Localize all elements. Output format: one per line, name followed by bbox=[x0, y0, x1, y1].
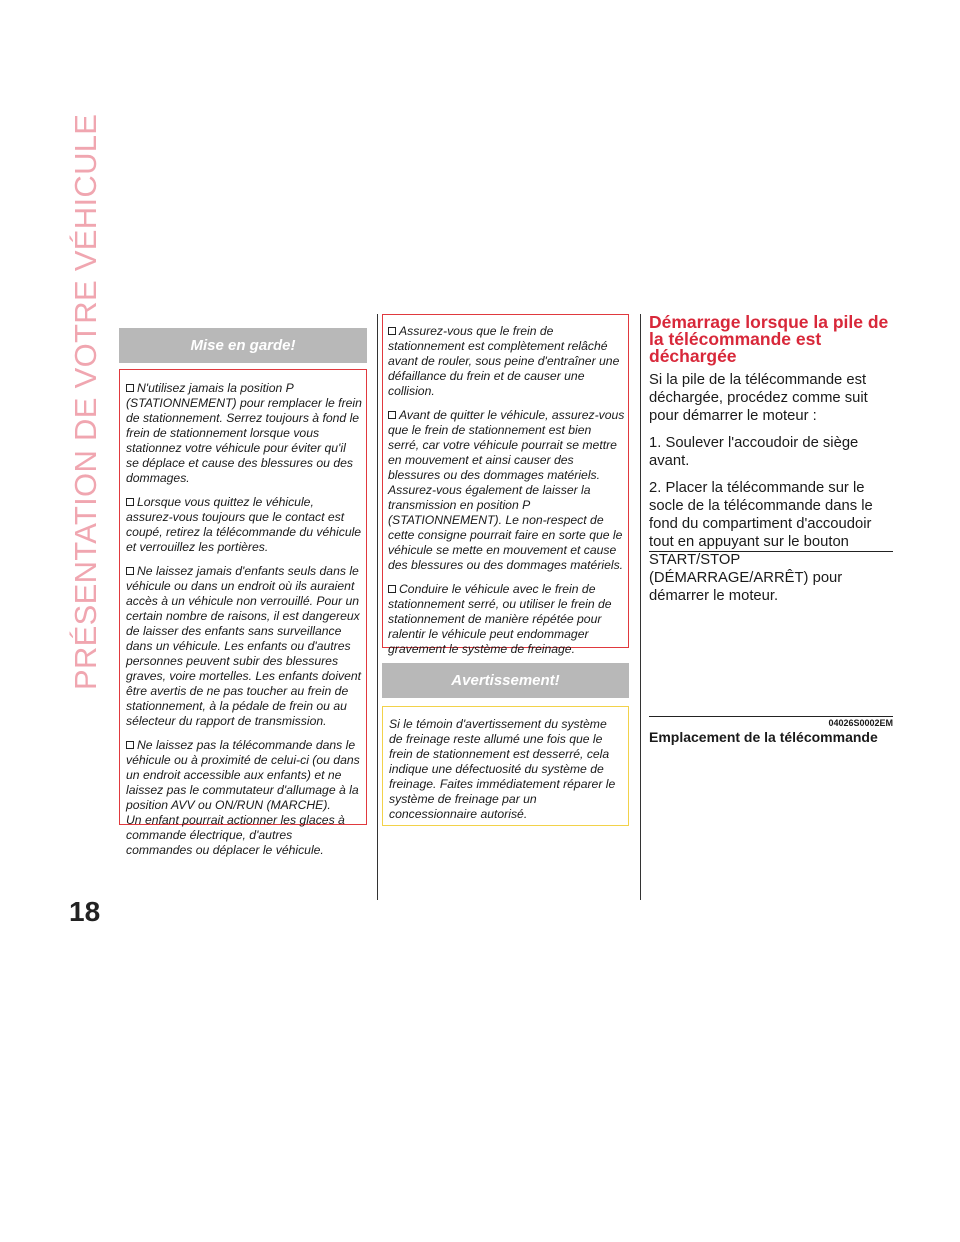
warning-item: Ne laissez pas la télécommande dans le véhicule ou à proximité de celui-ci (ou dans un endroit accessible aux enfants) et ne laissez pas le commutateur d'allumage à la position AVV ou ON/RUN (MARCHE). Un enfant pourrait actionner les glaces à commande électrique, d'autres commandes ou déplacer le véhicule. bbox=[126, 738, 360, 857]
section-body bbox=[649, 371, 897, 614]
checkbox-bullet-icon bbox=[126, 741, 134, 749]
warning-item: Assurez-vous que le frein de stationnement est complètement relâché avant de rouler, sous peine d'entraîner une défaillance du frein et de causer une collision. bbox=[388, 324, 620, 398]
warning-item: Lorsque vous quittez le véhicule, assurez-vous toujours que le contact est coupé, retirez la télécommande du véhicule et verrouillez les portières. bbox=[126, 495, 362, 554]
section-title: Démarrage lorsque la pile de la télécommande est déchargée bbox=[649, 312, 889, 366]
notice-header: Avertissement! bbox=[382, 663, 629, 698]
step-2: 2. Placer la télécommande sur le socle de la télécommande dans le fond du compartiment d'accoudoir tout en appuyant sur le bouton START/STOP (DÉMARRAGE/ARRÊT) pour démarrer le moteur. bbox=[649, 480, 873, 604]
notice-box bbox=[382, 706, 629, 826]
intro-paragraph: Si la pile de la télécommande est déchargée, procédez comme suit pour démarrer le moteur : bbox=[649, 372, 868, 424]
figure-code: 04026S0002EM bbox=[828, 718, 893, 728]
warning-item: Avant de quitter le véhicule, assurez-vous que le frein de stationnement est bien serré, car votre véhicule pourrait se mettre en mouvement et ainsi causer des blessures ou des dommages matériels. Assurez-vous également de laisser la transmission en position P (STATIONNEMENT). Le non-respect de cette consigne pourrait faire en sorte que le véhicule se mette en mouvement et cause des blessures ou des dommages matériels. bbox=[388, 408, 625, 572]
figure-rule bbox=[649, 716, 893, 717]
warning-box bbox=[119, 369, 367, 857]
warning-item: Conduire le véhicule avec le frein de stationnement serré, ou utiliser le frein de stationnement de manière répétée pour ralentir le véhicule peut endommager gravement le système de freinage. bbox=[388, 582, 612, 656]
checkbox-bullet-icon bbox=[126, 567, 134, 575]
step-1: 1. Soulever l'accoudoir de siège avant. bbox=[649, 435, 859, 469]
checkbox-bullet-icon bbox=[388, 411, 396, 419]
checkbox-bullet-icon bbox=[126, 498, 134, 506]
warning-item: N'utilisez jamais la position P (STATIONNEMENT) pour remplacer le frein de stationnement. Serrez toujours à fond le frein de stationnement lorsque vous stationnez votre véhicule pour éviter qu'il se déplace et cause des blessures ou des dommages. bbox=[126, 381, 362, 485]
checkbox-bullet-icon bbox=[388, 585, 396, 593]
section-end-rule bbox=[649, 551, 893, 552]
column-divider-2 bbox=[640, 314, 641, 900]
warning-header: Mise en garde! bbox=[119, 328, 367, 363]
warning-item: Ne laissez jamais d'enfants seuls dans le véhicule ou dans un endroit où ils auraient accès à un véhicule non verrouillé. Pour un certain nombre de raisons, il est dangereux de laisser des enfants sans surveillance dans un véhicule. Les enfants ou d'autres personnes peuvent subir des blessures graves, voire mortelles. Les enfants doivent être avertis de ne pas toucher au frein de stationnement, à la pédale de frein ou au sélecteur du rapport de transmission. bbox=[126, 564, 362, 728]
page-number: 18 bbox=[69, 896, 101, 927]
chapter-side-title: PRÉSENTATION DE VOTRE VÉHICULE bbox=[68, 113, 103, 690]
warning-box-continued bbox=[382, 314, 629, 656]
column-divider-1 bbox=[377, 314, 378, 900]
checkbox-bullet-icon bbox=[388, 327, 396, 335]
notice-text: Si le témoin d'avertissement du système de freinage reste allumé une fois que le frein de stationnement est desserré, cela indique une défectuosité du système de freinage. Faites immédiatement réparer le système de freinage par un concessionnaire autorisé. bbox=[389, 717, 616, 821]
figure-caption: Emplacement de la télécommande bbox=[649, 729, 878, 745]
checkbox-bullet-icon bbox=[126, 384, 134, 392]
